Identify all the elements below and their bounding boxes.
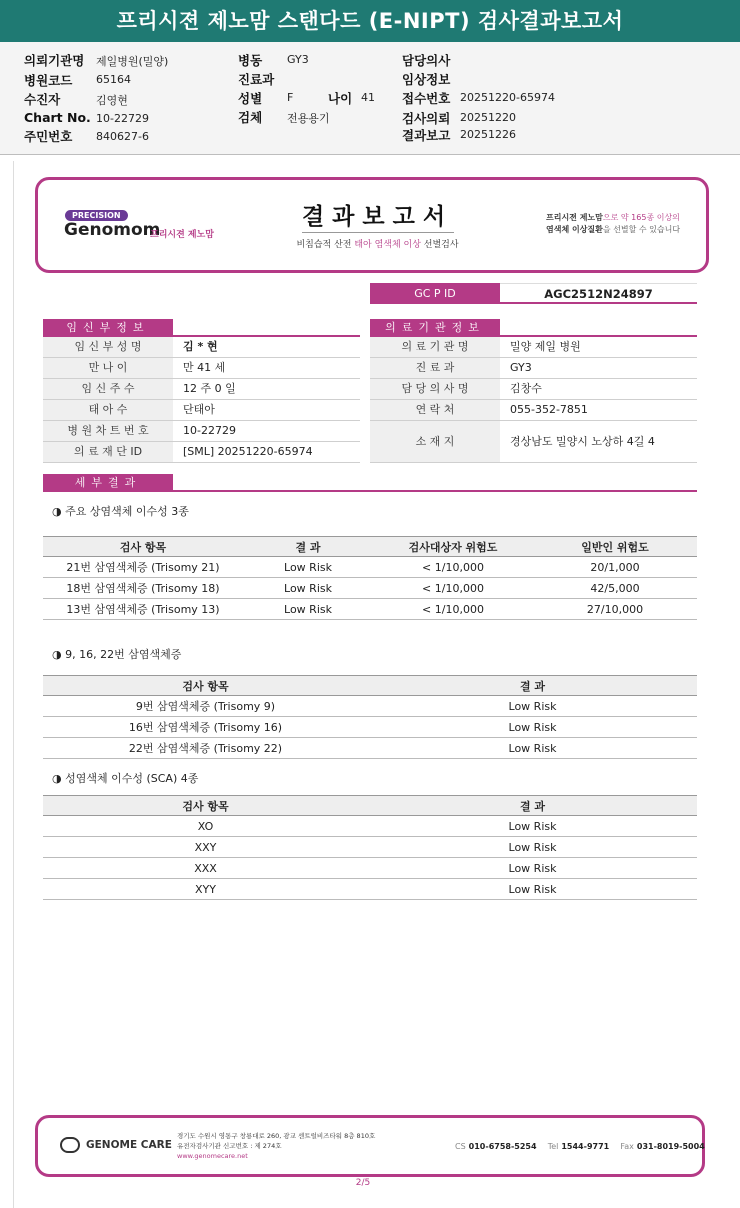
table-cell: Low Risk (243, 557, 373, 578)
header-value: 41 (361, 91, 375, 104)
header-label: 임상정보 (402, 72, 451, 87)
table-cell: Low Risk (368, 696, 697, 717)
table-cell: XYY (43, 879, 368, 900)
patient-header (0, 42, 740, 155)
info-value: 12 주 0 일 (183, 382, 236, 395)
table-row (43, 816, 697, 837)
info-value: 10-22729 (183, 424, 236, 437)
brand-subtitle: 프리시젼 제노맘 (150, 230, 214, 240)
table-header-row (43, 537, 697, 557)
table-row (43, 599, 697, 620)
table-header-row (43, 676, 697, 696)
header-label: 접수번호 (402, 91, 451, 106)
table-cell: < 1/10,000 (373, 599, 533, 620)
fax-number: 031-8019-5004 (636, 1142, 705, 1151)
table-cell: 18번 삼염색체증 (Trisomy 18) (43, 578, 243, 599)
section-heading: ◑ 성염색체 이수성 (SCA) 4종 (52, 772, 199, 785)
column-header: 검사 항목 (43, 796, 368, 816)
genome-care-logo-icon (60, 1137, 80, 1153)
table-cell: 42/5,000 (533, 578, 697, 599)
header-label: 담당의사 (402, 53, 451, 68)
contact-label: CS (455, 1142, 466, 1151)
promo-part: 을 선별할 수 있습니다 (602, 225, 681, 234)
table-row (43, 858, 697, 879)
table-cell: < 1/10,000 (373, 578, 533, 599)
info-value: [SML] 20251220-65974 (183, 445, 313, 458)
table-cell: 27/10,000 (533, 599, 697, 620)
info-key: 담 당 의 사 명 (370, 379, 500, 399)
sca-results-table (43, 795, 697, 900)
website-link[interactable]: www.genomecare.net (177, 1152, 248, 1160)
table-cell: 9번 삼염색체증 (Trisomy 9) (43, 696, 368, 717)
footer-logo: GENOME CARE (86, 1139, 172, 1151)
table-cell: XXY (43, 837, 368, 858)
report-title: 프리시젼 제노맘 스탠다드 (E-NIPT) 검사결과보고서 (0, 0, 740, 42)
header-label: 나이 (328, 91, 353, 106)
title-divider (302, 232, 454, 233)
column-header: 검사대상자 위험도 (373, 537, 533, 557)
info-value: 김 * 현 (183, 340, 218, 353)
table-cell: Low Risk (243, 599, 373, 620)
subtitle-text: 선별검사 (420, 240, 459, 250)
header-value: 20251220 (460, 111, 516, 124)
table-cell: Low Risk (368, 717, 697, 738)
gcpid-label: GC P ID (370, 283, 500, 304)
institution-info-row (370, 358, 697, 379)
info-key: 의 료 기 관 명 (370, 337, 500, 357)
footer-contact (455, 1142, 705, 1151)
mother-info-row (43, 358, 360, 379)
institution-info-row (370, 379, 697, 400)
trisomy-results-table (43, 675, 697, 759)
column-header: 검사 항목 (43, 676, 368, 696)
info-value: 김창수 (510, 382, 542, 395)
table-cell: 16번 삼염색체증 (Trisomy 16) (43, 717, 368, 738)
table-cell: 20/1,000 (533, 557, 697, 578)
table-cell: Low Risk (368, 879, 697, 900)
gcpid-value: AGC2512N24897 (500, 283, 697, 304)
info-value: 경상남도 밀양시 노상하 4길 4 (510, 435, 655, 448)
contact-label: Fax (620, 1142, 634, 1151)
section-heading: ◑ 주요 상염색체 이수성 3종 (52, 505, 189, 518)
document-subtitle (280, 237, 475, 250)
info-key: 연 락 처 (370, 400, 500, 420)
header-label: 주민번호 (24, 129, 73, 144)
table-cell: XO (43, 816, 368, 837)
header-value: 840627-6 (96, 130, 149, 143)
header-value: 20251226 (460, 128, 516, 141)
header-value: GY3 (287, 53, 309, 66)
footer-address (177, 1131, 375, 1161)
table-row (43, 717, 697, 738)
table-cell: 13번 삼염색체증 (Trisomy 13) (43, 599, 243, 620)
promo-part: 의 (672, 213, 680, 222)
info-key: 만 나 이 (43, 358, 173, 378)
promo-part: 염색체 이상질환 (546, 225, 603, 234)
header-label: 의뢰기관명 (24, 53, 85, 68)
table-cell: 22번 삼염색체증 (Trisomy 22) (43, 738, 368, 759)
promo-part: 프리시젼 제노맘 (546, 213, 603, 222)
tel-number: 1544-9771 (561, 1142, 610, 1151)
autosome-results-table (43, 536, 697, 620)
info-value: 만 41 세 (183, 361, 226, 374)
table-cell: Low Risk (368, 837, 697, 858)
header-label: 진료과 (238, 72, 275, 87)
info-value: 밀양 제일 병원 (510, 340, 581, 353)
institution-info-header: 의료기관정보 (370, 319, 500, 337)
cs-number: 010-6758-5254 (468, 1142, 537, 1151)
header-label: 성별 (238, 91, 263, 106)
info-value: 단태아 (183, 403, 215, 416)
promo-text (546, 212, 680, 236)
header-label: 병원코드 (24, 73, 73, 88)
table-cell: Low Risk (368, 858, 697, 879)
table-row (43, 557, 697, 578)
institution-info-row (370, 421, 697, 463)
column-header: 일반인 위험도 (533, 537, 697, 557)
institution-info-row (370, 400, 697, 421)
details-header: 세부결과 (43, 474, 173, 492)
header-label: 수진자 (24, 92, 61, 107)
section-heading: ◑ 9, 16, 22번 삼염색체증 (52, 648, 182, 661)
header-value: 전용용기 (287, 112, 330, 125)
header-value: 10-22729 (96, 112, 149, 125)
info-key: 소 재 지 (370, 421, 500, 462)
address-line: 경기도 수원시 영통구 창룡대로 260, 광교 센트럴비즈타워 8층 810호 (177, 1132, 376, 1140)
mother-info-row (43, 400, 360, 421)
mother-info-header: 임신부정보 (43, 319, 173, 337)
info-key: 병 원 차 트 번 호 (43, 421, 173, 441)
promo-part: 165종 이상 (631, 213, 673, 222)
section-divider (43, 490, 697, 492)
header-label: 검사의뢰 (402, 111, 451, 126)
page-number: 2/5 (355, 1178, 371, 1188)
table-cell: < 1/10,000 (373, 557, 533, 578)
document-title: 결과보고서 (301, 204, 454, 230)
precision-badge: PRECISION (65, 210, 128, 221)
institution-info-row (370, 337, 697, 358)
table-header-row (43, 796, 697, 816)
header-label: 검체 (238, 110, 263, 125)
header-label: 병동 (238, 53, 263, 68)
column-header: 검사 항목 (43, 537, 243, 557)
table-row (43, 738, 697, 759)
subtitle-text: 비침습적 산전 (296, 240, 355, 250)
table-cell: Low Risk (368, 738, 697, 759)
column-header: 결 과 (368, 796, 697, 816)
table-row (43, 578, 697, 599)
mother-info-row (43, 337, 360, 358)
header-value: 김영현 (96, 94, 128, 107)
info-value: 055-352-7851 (510, 403, 588, 416)
column-header: 결 과 (368, 676, 697, 696)
table-row (43, 696, 697, 717)
info-key: 임 신 부 성 명 (43, 337, 173, 357)
table-cell: 21번 삼염색체증 (Trisomy 21) (43, 557, 243, 578)
header-label: 결과보고 (402, 128, 451, 143)
table-cell: XXX (43, 858, 368, 879)
info-key: 진 료 과 (370, 358, 500, 378)
mother-info-row (43, 421, 360, 442)
table-cell: Low Risk (368, 816, 697, 837)
info-key: 의 료 재 단 ID (43, 442, 173, 462)
contact-label: Tel (547, 1142, 559, 1151)
header-value: 제일병원(밀양) (96, 55, 169, 68)
header-value: 20251220-65974 (460, 91, 555, 104)
column-header: 결 과 (243, 537, 373, 557)
table-row (43, 879, 697, 900)
license-line: 유전자검사기관 신고번호 : 제 274호 (177, 1142, 282, 1150)
subtitle-highlight: 태아 염색체 이상 (354, 240, 421, 250)
table-row (43, 837, 697, 858)
mother-info-row (43, 442, 360, 463)
header-value: F (287, 91, 294, 104)
promo-part: 으로 약 (602, 213, 632, 222)
brand-logo: Genomom (64, 220, 161, 240)
table-cell: Low Risk (243, 578, 373, 599)
info-key: 임 신 주 수 (43, 379, 173, 399)
header-value: 65164 (96, 73, 131, 86)
info-value: GY3 (510, 361, 532, 374)
info-key: 태 아 수 (43, 400, 173, 420)
mother-info-row (43, 379, 360, 400)
header-label: Chart No. (24, 110, 91, 125)
